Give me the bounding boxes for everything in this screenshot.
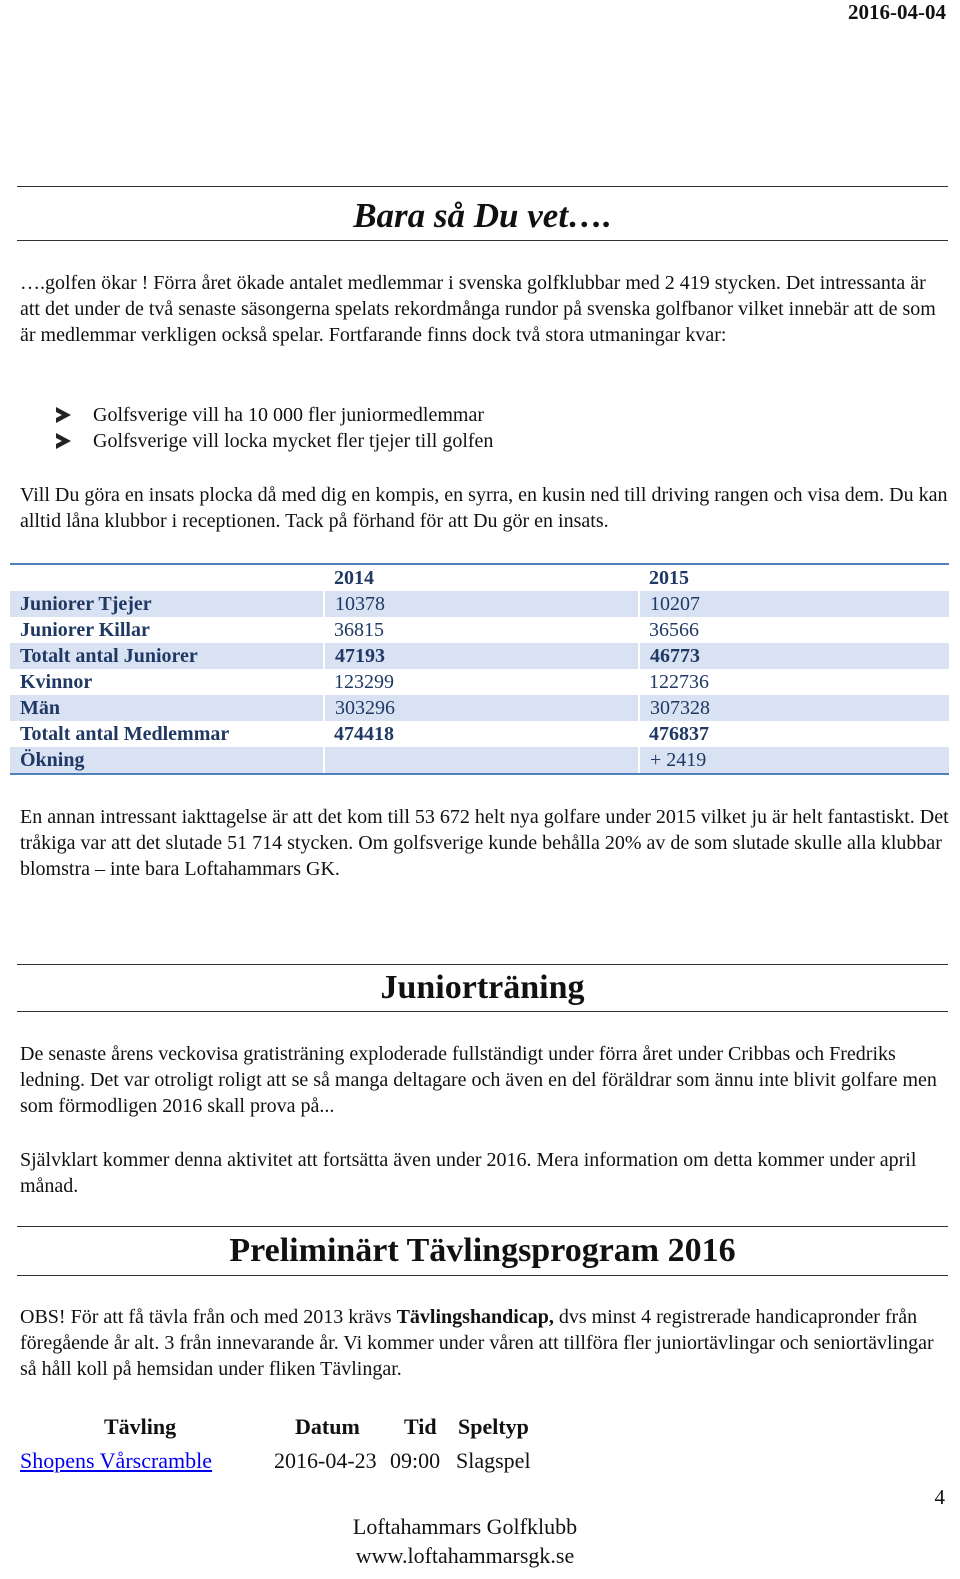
table-header-cell: 2015 (639, 564, 949, 591)
section-title-juniortraning: Juniorträning (380, 969, 585, 1006)
call-to-action-paragraph: Vill Du göra en insats plocka då med dig en kompis, en syrra, en kusin ned till driving rangen och visa dem. Du kan alltid låna klubbor i receptionen. Tack på förhand för att Du gör en insats. (20, 484, 948, 532)
divider-top (17, 186, 948, 187)
table-cell: 46773 (639, 643, 949, 669)
table-row-label: Kvinnor (20, 671, 93, 693)
table-row (10, 721, 949, 747)
section-title-bara-sa-du-vet: Bara så Du vet…. (353, 196, 612, 235)
table-cell: 47193 (324, 643, 639, 669)
table-row (10, 695, 949, 721)
table-cell: 10207 (639, 591, 949, 617)
list-item-text: Golfsverige vill locka mycket fler tjejer till golfen (93, 430, 494, 452)
table-cell: 123299 (334, 671, 394, 693)
divider (17, 964, 948, 965)
table-cell: 10378 (324, 591, 639, 617)
arrow-bullet-icon (56, 433, 71, 449)
table-cell (324, 747, 639, 774)
table-cell: 122736 (649, 671, 709, 693)
competition-type: Slagspel (456, 1448, 531, 1473)
junior-training-followup-paragraph: Självklart kommer denna aktivitet att fortsätta även under 2016. Mera information om detta kommer under april månad. (20, 1149, 917, 1197)
list-item (56, 428, 493, 454)
table-row-label: Juniorer Tjejer (10, 591, 324, 617)
competition-time: 09:00 (390, 1448, 441, 1473)
competition-date: 2016-04-23 (274, 1448, 377, 1473)
table-row-label: Män (10, 695, 324, 721)
handicap-emphasis: Tävlingshandicap, (396, 1306, 554, 1328)
table-cell: + 2419 (639, 747, 949, 774)
competition-handicap-paragraph (20, 1304, 950, 1382)
divider (17, 1275, 948, 1276)
table-header-row (10, 564, 949, 591)
table-row-label: Juniorer Killar (20, 619, 150, 641)
list-item (56, 402, 493, 428)
divider (17, 1011, 948, 1012)
junior-training-paragraph: De senaste årens veckovisa gratisträning exploderade fullständigt under förra året under Cribbas och Fredriks ledning. Det var otroligt roligt att se så manga deltagare och även en del föräldrar som ännu inte blivit golfare men som förmodligen 2016 skall prova på... (20, 1043, 937, 1117)
challenges-list (56, 402, 493, 454)
competition-header-name: Tävling (104, 1414, 177, 1439)
page-number: 4 (934, 1485, 945, 1509)
list-item-text: Golfsverige vill ha 10 000 fler juniormedlemmar (93, 404, 485, 426)
table-row-label: Totalt antal Juniorer (10, 643, 324, 669)
table-cell: 36815 (334, 619, 384, 641)
intro-paragraph: ….golfen ökar ! Förra året ökade antalet medlemmar i svenska golfklubbar med 2 419 stycken. Det intressanta är att det under de två senaste säsongerna spelats rekordmånga rundor på svenska golfbanor vilket innebär att de som är medlemmar verkligen också spelar. Fortfarande finns dock två stora utmaningar kvar: (20, 272, 936, 346)
footer-club-name: Loftahammars Golfklubb (352, 1514, 578, 1539)
table-row (10, 591, 949, 617)
table-cell: 36566 (649, 619, 699, 641)
table-row-label: Totalt antal Medlemmar (20, 723, 230, 745)
table-header-cell: 2014 (324, 564, 639, 591)
table-cell: 307328 (639, 695, 949, 721)
table-cell: 474418 (334, 723, 394, 745)
competition-header-date: Datum (295, 1414, 360, 1439)
divider (17, 1226, 948, 1227)
table-row (10, 747, 949, 774)
header-date: 2016-04-04 (848, 0, 946, 24)
competition-header-type: Speltyp (458, 1414, 529, 1439)
footer-website: www.loftahammarsgk.se (355, 1543, 575, 1568)
table-cell: 303296 (324, 695, 639, 721)
handicap-text-before: OBS! För att få tävla från och med 2013 krävs (20, 1306, 397, 1328)
membership-stats-table (10, 563, 949, 775)
table-row (10, 669, 949, 695)
competition-link-shopens-varscramble[interactable]: Shopens Vårscramble (20, 1448, 213, 1473)
table-row (10, 643, 949, 669)
table-cell: 476837 (649, 723, 709, 745)
section-title-tavlingsprogram: Preliminärt Tävlingsprogram 2016 (229, 1232, 736, 1269)
arrow-bullet-icon (56, 407, 71, 423)
competition-header-time: Tid (404, 1414, 437, 1439)
divider (17, 240, 948, 241)
table-row (10, 617, 949, 643)
handicap-text-after: dvs minst 4 registrerade handicapronder från föregående år alt. 3 från innevarande år. Vi kommer under våren att tillföra fler juniortävlingar och seniortävlingar så håll koll på hemsidan under fliken Tävlingar. (20, 1306, 934, 1380)
new-golfers-paragraph: En annan intressant iakttagelse är att det kom till 53 672 helt nya golfare under 2015 vilket ju är helt fantastiskt. Det tråkiga var att det slutade 51 714 stycken. Om golfsverige kunde behålla 20% av de som slutade skulle alla klubbar blomstra – inte bara Loftahammars GK. (20, 806, 949, 880)
table-header-cell (10, 564, 324, 591)
table-row-label: Ökning (10, 747, 324, 774)
